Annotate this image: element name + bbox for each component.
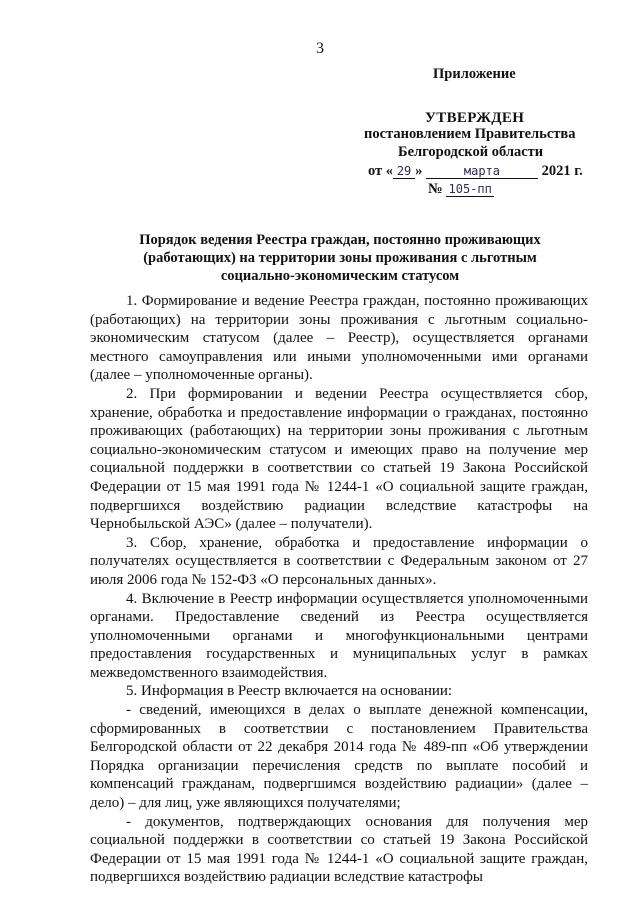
date-month: марта	[426, 164, 538, 179]
number-prefix: №	[428, 181, 443, 197]
paragraph-1: 1. Формирование и ведение Реестра граждан, постоянно проживающих (работающих) на территории зоны проживания с льготным социально-экономическим статусом (далее – Реестр), осуществляется органами местного самоуправления или иными уполномоченными ими органами (далее – уполномоченные органы).	[90, 293, 588, 384]
date-prefix: от «	[368, 163, 394, 179]
decree-line-1: постановлением Правительства	[364, 126, 576, 142]
page-number: 3	[316, 40, 324, 57]
paragraph-2: 2. При формировании и ведении Реестра осуществляется сбор, хранение, обработка и предоставление информации о гражданах, постоянно проживающих (работающих) на территории зоны проживания с льготным социально-экономическим статусом и имеющих право на получение мер социальной поддержки в соответствии со статьей 19 Закона Российской Федерации от 15 мая 1991 года № 1244-1 «О социальной защите граждан, подвергшихся воздействию радиации вследствие катастрофы на Чернобыльской АЭС» (далее – получатели).	[90, 385, 588, 533]
decree-number	[428, 181, 494, 198]
date-year: 2021 г.	[541, 163, 583, 179]
appendix-label: Приложение	[433, 66, 516, 82]
document-body	[90, 292, 588, 887]
decree-date	[368, 163, 583, 180]
number-value: 105-пп	[446, 182, 494, 197]
paragraph-4: 4. Включение в Реестр информации осуществляется уполномоченными органами. Предоставление сведений из Реестра осуществляется уполномоченными органами и многофункциональными центрами предоставления государственных и муниципальных услуг в рамках межведомственного взаимодействия.	[90, 590, 588, 681]
decree-line-2: Белгородской области	[398, 144, 544, 160]
document-title: Порядок ведения Реестра граждан, постоянно проживающих (работающих) на территории зоны проживания с льготным социально-экономическим статусом	[139, 232, 541, 284]
paragraph-7: - документов, подтверждающих основания для получения мер социальной поддержки в соответствии со статьей 19 Закона Российской Федерации от 15 мая 1991 года № 1244-1 «О социальной защите граждан, подвергшихся воздействию радиации вследствие катастрофы	[90, 813, 588, 886]
paragraph-3: 3. Сбор, хранение, обработка и предоставление информации о получателях осуществляется в соответствии с Федеральным законом от 27 июля 2006 года № 152-ФЗ «О персональных данных».	[90, 534, 588, 588]
paragraph-5: 5. Информация в Реестр включается на основании:	[126, 683, 453, 700]
date-mid: »	[415, 163, 423, 179]
date-day: 29	[393, 164, 415, 179]
approved-label: УТВЕРЖДЕН	[425, 110, 525, 126]
paragraph-6: - сведений, имеющихся в делах о выплате денежной компенсации, сформированных в соответствии с постановлением Правительства Белгородской области от 22 декабря 2014 года № 489-пп «Об утверждении Порядка организации перечисления средств по выплате пособий и компенсаций гражданам, подвергшимся воздействию радиации» (далее – дело) – для лиц, уже являющихся получателями;	[90, 702, 588, 812]
